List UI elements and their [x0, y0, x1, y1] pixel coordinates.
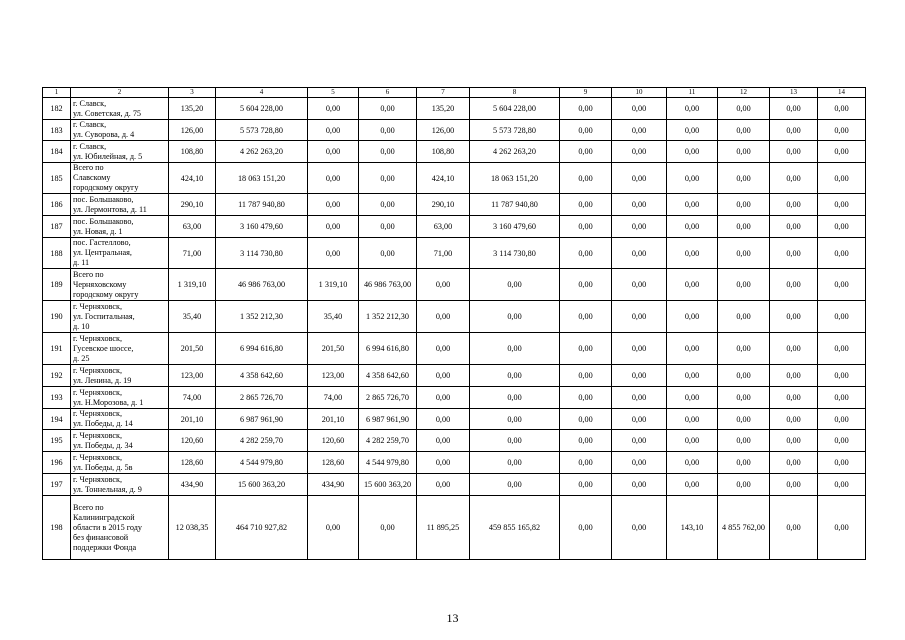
value-cell: 0,00 [667, 333, 718, 365]
value-cell: 0,00 [718, 98, 770, 120]
value-cell: 0,00 [718, 409, 770, 430]
value-cell: 0,00 [612, 430, 667, 452]
table-row [43, 141, 866, 163]
value-cell: 12 038,35 [169, 496, 216, 560]
value-cell: 0,00 [667, 387, 718, 409]
table-row [43, 365, 866, 387]
value-cell: 0,00 [667, 141, 718, 163]
address-cell: пос. Большаково, ул. Новая, д. 1 [71, 216, 169, 238]
column-header: 7 [417, 88, 470, 98]
table-row [43, 194, 866, 216]
address-cell: г. Черняховск, ул. Победы, д. 34 [71, 430, 169, 452]
row-number-cell: 185 [43, 163, 71, 194]
value-cell: 0,00 [308, 163, 359, 194]
address-cell: г. Славск, ул. Суворова, д. 4 [71, 120, 169, 141]
value-cell: 0,00 [612, 333, 667, 365]
value-cell: 0,00 [308, 141, 359, 163]
row-number-cell: 196 [43, 452, 71, 474]
value-cell: 120,60 [308, 430, 359, 452]
value-cell: 4 358 642,60 [216, 365, 308, 387]
value-cell: 46 986 763,00 [359, 269, 417, 301]
value-cell: 0,00 [818, 163, 866, 194]
value-cell: 0,00 [718, 120, 770, 141]
address-cell: г. Черняховск, ул. Н.Морозова, д. 1 [71, 387, 169, 409]
column-header: 11 [667, 88, 718, 98]
table-row [43, 98, 866, 120]
value-cell: 3 160 479,60 [470, 216, 560, 238]
value-cell: 0,00 [818, 98, 866, 120]
value-cell: 0,00 [818, 301, 866, 333]
value-cell: 1 319,10 [169, 269, 216, 301]
value-cell: 0,00 [359, 98, 417, 120]
value-cell: 18 063 151,20 [470, 163, 560, 194]
address-cell: пос. Большаково, ул. Лермонтова, д. 11 [71, 194, 169, 216]
table-row [43, 496, 866, 560]
value-cell: 0,00 [359, 163, 417, 194]
value-cell: 11 787 940,80 [216, 194, 308, 216]
value-cell: 0,00 [718, 216, 770, 238]
table-row [43, 301, 866, 333]
value-cell: 0,00 [667, 238, 718, 269]
value-cell: 0,00 [612, 216, 667, 238]
value-cell: 290,10 [417, 194, 470, 216]
row-number-cell: 197 [43, 474, 71, 496]
value-cell: 0,00 [718, 474, 770, 496]
value-cell: 0,00 [667, 452, 718, 474]
value-cell: 5 573 728,80 [216, 120, 308, 141]
value-cell: 0,00 [770, 238, 818, 269]
value-cell: 0,00 [818, 269, 866, 301]
value-cell: 1 352 212,30 [216, 301, 308, 333]
value-cell: 201,10 [169, 409, 216, 430]
value-cell: 0,00 [770, 333, 818, 365]
value-cell: 434,90 [308, 474, 359, 496]
value-cell: 0,00 [308, 120, 359, 141]
value-cell: 0,00 [470, 409, 560, 430]
value-cell: 0,00 [818, 474, 866, 496]
column-header: 9 [560, 88, 612, 98]
value-cell: 4 262 263,20 [216, 141, 308, 163]
value-cell: 11 895,25 [417, 496, 470, 560]
value-cell: 0,00 [560, 430, 612, 452]
value-cell: 0,00 [417, 409, 470, 430]
value-cell: 0,00 [612, 194, 667, 216]
value-cell: 0,00 [770, 496, 818, 560]
table-row [43, 216, 866, 238]
address-cell: г. Черняховск, ул. Госпитальная, д. 10 [71, 301, 169, 333]
value-cell: 0,00 [718, 269, 770, 301]
value-cell: 0,00 [470, 452, 560, 474]
value-cell: 15 600 363,20 [359, 474, 417, 496]
column-header: 13 [770, 88, 818, 98]
value-cell: 0,00 [612, 496, 667, 560]
value-cell: 143,10 [667, 496, 718, 560]
table-row [43, 120, 866, 141]
value-cell: 0,00 [470, 301, 560, 333]
value-cell: 3 114 730,80 [470, 238, 560, 269]
value-cell: 0,00 [308, 98, 359, 120]
value-cell: 0,00 [818, 452, 866, 474]
value-cell: 0,00 [718, 365, 770, 387]
value-cell: 0,00 [359, 120, 417, 141]
address-cell: г. Черняховск, ул. Победы, д. 14 [71, 409, 169, 430]
value-cell: 6 994 616,80 [359, 333, 417, 365]
value-cell: 290,10 [169, 194, 216, 216]
value-cell: 74,00 [308, 387, 359, 409]
value-cell: 201,50 [308, 333, 359, 365]
value-cell: 1 319,10 [308, 269, 359, 301]
value-cell: 0,00 [770, 409, 818, 430]
value-cell: 4 358 642,60 [359, 365, 417, 387]
value-cell: 128,60 [308, 452, 359, 474]
value-cell: 0,00 [667, 269, 718, 301]
value-cell: 0,00 [718, 194, 770, 216]
table-row [43, 333, 866, 365]
row-number-cell: 194 [43, 409, 71, 430]
value-cell: 0,00 [612, 301, 667, 333]
value-cell: 0,00 [417, 452, 470, 474]
header-row [43, 88, 866, 98]
value-cell: 0,00 [612, 365, 667, 387]
value-cell: 0,00 [667, 409, 718, 430]
value-cell: 126,00 [169, 120, 216, 141]
value-cell: 0,00 [612, 387, 667, 409]
value-cell: 0,00 [470, 365, 560, 387]
table-row [43, 474, 866, 496]
table-row [43, 238, 866, 269]
value-cell: 0,00 [612, 141, 667, 163]
value-cell: 0,00 [818, 141, 866, 163]
value-cell: 0,00 [818, 120, 866, 141]
value-cell: 6 987 961,90 [216, 409, 308, 430]
value-cell: 0,00 [718, 141, 770, 163]
value-cell: 5 573 728,80 [470, 120, 560, 141]
value-cell: 0,00 [818, 194, 866, 216]
value-cell: 2 865 726,70 [216, 387, 308, 409]
row-number-cell: 191 [43, 333, 71, 365]
table-row [43, 409, 866, 430]
value-cell: 0,00 [417, 430, 470, 452]
value-cell: 0,00 [770, 216, 818, 238]
value-cell: 0,00 [560, 98, 612, 120]
value-cell: 0,00 [560, 365, 612, 387]
value-cell: 0,00 [560, 238, 612, 269]
address-cell: пос. Гастеллово, ул. Центральная, д. 11 [71, 238, 169, 269]
value-cell: 0,00 [612, 238, 667, 269]
value-cell: 0,00 [718, 333, 770, 365]
value-cell: 0,00 [818, 216, 866, 238]
table-row [43, 452, 866, 474]
value-cell: 0,00 [718, 387, 770, 409]
value-cell: 0,00 [359, 496, 417, 560]
table-row [43, 163, 866, 194]
value-cell: 0,00 [818, 333, 866, 365]
value-cell: 35,40 [169, 301, 216, 333]
column-header: 5 [308, 88, 359, 98]
value-cell: 0,00 [667, 163, 718, 194]
value-cell: 424,10 [169, 163, 216, 194]
value-cell: 0,00 [718, 238, 770, 269]
value-cell: 0,00 [560, 409, 612, 430]
value-cell: 6 987 961,90 [359, 409, 417, 430]
value-cell: 120,60 [169, 430, 216, 452]
address-cell: Всего по Черняховскому городскому округу [71, 269, 169, 301]
value-cell: 0,00 [560, 269, 612, 301]
value-cell: 0,00 [308, 194, 359, 216]
value-cell: 0,00 [560, 333, 612, 365]
page-number: 13 [446, 611, 459, 625]
value-cell: 123,00 [169, 365, 216, 387]
value-cell: 0,00 [770, 430, 818, 452]
value-cell: 0,00 [667, 98, 718, 120]
value-cell: 63,00 [417, 216, 470, 238]
value-cell: 0,00 [612, 120, 667, 141]
value-cell: 135,20 [417, 98, 470, 120]
value-cell: 0,00 [818, 238, 866, 269]
value-cell: 4 855 762,00 [718, 496, 770, 560]
value-cell: 0,00 [770, 194, 818, 216]
table-row [43, 387, 866, 409]
value-cell: 0,00 [667, 430, 718, 452]
row-number-cell: 187 [43, 216, 71, 238]
value-cell: 0,00 [417, 365, 470, 387]
row-number-cell: 192 [43, 365, 71, 387]
row-number-cell: 198 [43, 496, 71, 560]
value-cell: 11 787 940,80 [470, 194, 560, 216]
value-cell: 0,00 [770, 365, 818, 387]
value-cell: 35,40 [308, 301, 359, 333]
value-cell: 0,00 [667, 301, 718, 333]
column-header: 2 [71, 88, 169, 98]
value-cell: 0,00 [470, 474, 560, 496]
value-cell: 201,10 [308, 409, 359, 430]
value-cell: 0,00 [718, 163, 770, 194]
table-header [43, 88, 866, 98]
column-header: 14 [818, 88, 866, 98]
value-cell: 0,00 [470, 387, 560, 409]
column-header: 10 [612, 88, 667, 98]
row-number-cell: 182 [43, 98, 71, 120]
row-number-cell: 190 [43, 301, 71, 333]
value-cell: 4 282 259,70 [359, 430, 417, 452]
address-cell: г. Черняховск, ул. Победы, д. 5в [71, 452, 169, 474]
value-cell: 0,00 [560, 387, 612, 409]
row-number-cell: 186 [43, 194, 71, 216]
column-header: 8 [470, 88, 560, 98]
address-cell: Всего по Славскому городскому округу [71, 163, 169, 194]
column-header: 3 [169, 88, 216, 98]
row-number-cell: 183 [43, 120, 71, 141]
value-cell: 0,00 [417, 474, 470, 496]
value-cell: 0,00 [718, 301, 770, 333]
value-cell: 0,00 [770, 301, 818, 333]
table-row [43, 430, 866, 452]
value-cell: 4 544 979,80 [359, 452, 417, 474]
value-cell: 0,00 [612, 452, 667, 474]
address-cell: г. Славск, ул. Советская, д. 75 [71, 98, 169, 120]
value-cell: 0,00 [308, 496, 359, 560]
value-cell: 459 855 165,82 [470, 496, 560, 560]
value-cell: 128,60 [169, 452, 216, 474]
value-cell: 5 604 228,00 [216, 98, 308, 120]
value-cell: 0,00 [359, 141, 417, 163]
value-cell: 0,00 [560, 141, 612, 163]
data-table [42, 87, 866, 560]
value-cell: 0,00 [667, 216, 718, 238]
table-body [43, 98, 866, 560]
value-cell: 108,80 [417, 141, 470, 163]
value-cell: 0,00 [359, 194, 417, 216]
value-cell: 4 262 263,20 [470, 141, 560, 163]
value-cell: 0,00 [308, 238, 359, 269]
row-number-cell: 188 [43, 238, 71, 269]
row-number-cell: 193 [43, 387, 71, 409]
value-cell: 0,00 [417, 333, 470, 365]
value-cell: 0,00 [612, 163, 667, 194]
value-cell: 71,00 [169, 238, 216, 269]
value-cell: 0,00 [770, 452, 818, 474]
value-cell: 108,80 [169, 141, 216, 163]
row-number-cell: 195 [43, 430, 71, 452]
value-cell: 0,00 [560, 120, 612, 141]
value-cell: 424,10 [417, 163, 470, 194]
value-cell: 0,00 [417, 301, 470, 333]
value-cell: 0,00 [770, 163, 818, 194]
value-cell: 0,00 [612, 98, 667, 120]
value-cell: 0,00 [667, 194, 718, 216]
value-cell: 4 282 259,70 [216, 430, 308, 452]
value-cell: 6 994 616,80 [216, 333, 308, 365]
value-cell: 0,00 [612, 409, 667, 430]
value-cell: 74,00 [169, 387, 216, 409]
value-cell: 0,00 [308, 216, 359, 238]
value-cell: 0,00 [359, 216, 417, 238]
value-cell: 0,00 [612, 474, 667, 496]
address-cell: г. Черняховск, ул. Ленина, д. 19 [71, 365, 169, 387]
value-cell: 2 865 726,70 [359, 387, 417, 409]
value-cell: 126,00 [417, 120, 470, 141]
column-header: 6 [359, 88, 417, 98]
value-cell: 434,90 [169, 474, 216, 496]
row-number-cell: 184 [43, 141, 71, 163]
value-cell: 0,00 [470, 269, 560, 301]
value-cell: 0,00 [770, 269, 818, 301]
address-cell: г. Черняховск, ул. Тоннельная, д. 9 [71, 474, 169, 496]
value-cell: 5 604 228,00 [470, 98, 560, 120]
value-cell: 0,00 [667, 365, 718, 387]
value-cell: 135,20 [169, 98, 216, 120]
value-cell: 3 160 479,60 [216, 216, 308, 238]
value-cell: 3 114 730,80 [216, 238, 308, 269]
value-cell: 0,00 [560, 163, 612, 194]
value-cell: 0,00 [470, 333, 560, 365]
value-cell: 0,00 [818, 387, 866, 409]
value-cell: 201,50 [169, 333, 216, 365]
value-cell: 0,00 [612, 269, 667, 301]
value-cell: 0,00 [770, 387, 818, 409]
value-cell: 0,00 [818, 430, 866, 452]
value-cell: 123,00 [308, 365, 359, 387]
value-cell: 464 710 927,82 [216, 496, 308, 560]
value-cell: 18 063 151,20 [216, 163, 308, 194]
value-cell: 0,00 [718, 452, 770, 474]
value-cell: 0,00 [770, 474, 818, 496]
value-cell: 71,00 [417, 238, 470, 269]
address-cell: г. Черняховск, Гусевское шоссе, д. 25 [71, 333, 169, 365]
address-cell: Всего по Калининградской области в 2015 году без финансовой поддержки Фонда [71, 496, 169, 560]
value-cell: 0,00 [470, 430, 560, 452]
value-cell: 0,00 [667, 474, 718, 496]
value-cell: 63,00 [169, 216, 216, 238]
value-cell: 15 600 363,20 [216, 474, 308, 496]
value-cell: 0,00 [417, 387, 470, 409]
value-cell: 0,00 [560, 496, 612, 560]
value-cell: 0,00 [667, 120, 718, 141]
value-cell: 0,00 [718, 430, 770, 452]
row-number-cell: 189 [43, 269, 71, 301]
value-cell: 0,00 [560, 301, 612, 333]
address-cell: г. Славск, ул. Юбилейная, д. 5 [71, 141, 169, 163]
column-header: 1 [43, 88, 71, 98]
value-cell: 1 352 212,30 [359, 301, 417, 333]
value-cell: 0,00 [560, 216, 612, 238]
table-row [43, 269, 866, 301]
value-cell: 0,00 [818, 496, 866, 560]
column-header: 12 [718, 88, 770, 98]
value-cell: 0,00 [417, 269, 470, 301]
value-cell: 0,00 [359, 238, 417, 269]
value-cell: 0,00 [770, 120, 818, 141]
column-header: 4 [216, 88, 308, 98]
value-cell: 0,00 [560, 194, 612, 216]
value-cell: 0,00 [818, 365, 866, 387]
value-cell: 0,00 [560, 452, 612, 474]
value-cell: 4 544 979,80 [216, 452, 308, 474]
value-cell: 0,00 [770, 141, 818, 163]
value-cell: 46 986 763,00 [216, 269, 308, 301]
value-cell: 0,00 [560, 474, 612, 496]
value-cell: 0,00 [818, 409, 866, 430]
value-cell: 0,00 [770, 98, 818, 120]
